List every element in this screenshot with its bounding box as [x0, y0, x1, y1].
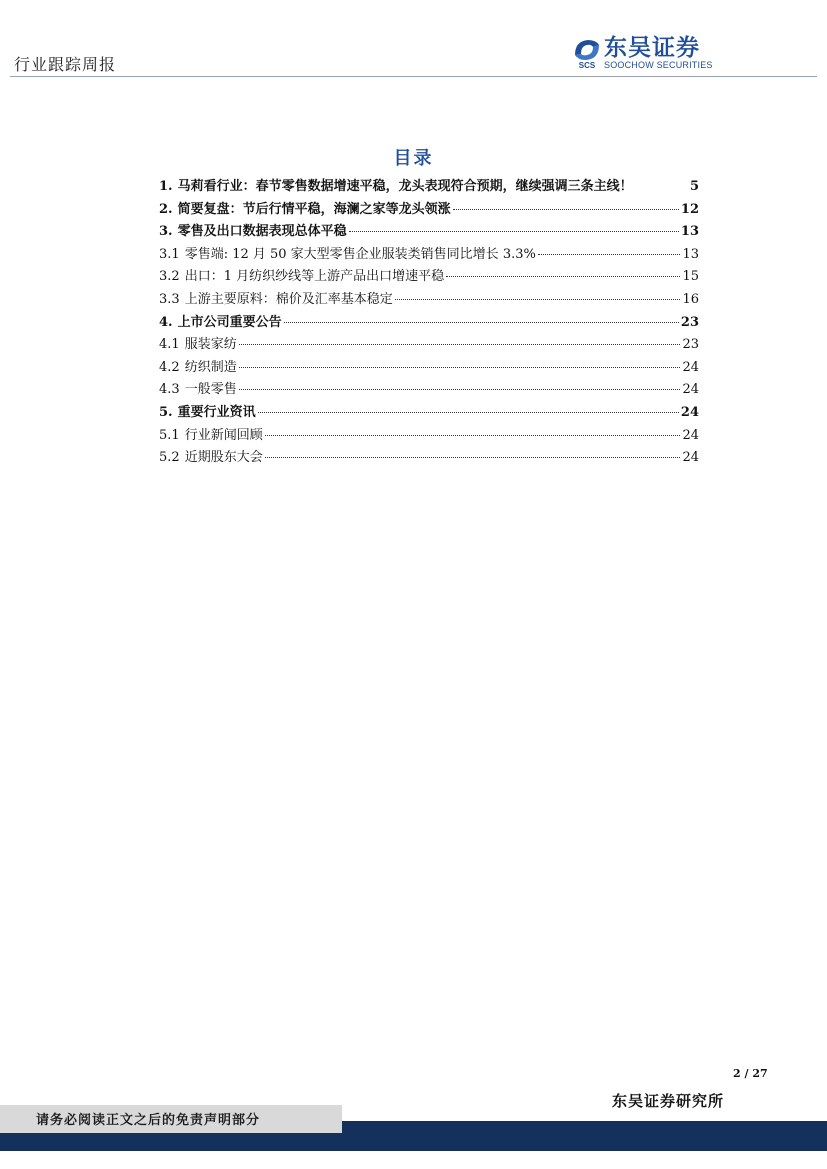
toc-entry-number: 5.2 — [159, 450, 180, 466]
toc-entry-text: 行业新闻回顾 — [184, 427, 263, 443]
toc-entry-number: 3.3 — [159, 291, 180, 307]
toc-entry-number: 5. — [159, 404, 173, 420]
toc-entry-leader — [284, 322, 679, 323]
toc-entry-page: 16 — [682, 291, 699, 307]
toc-entry-number: 3.1 — [159, 246, 180, 262]
toc-entry-leader — [239, 389, 681, 390]
toc-title: 目录 — [393, 148, 434, 169]
toc-entry-page: 12 — [680, 201, 699, 217]
toc-entry-number: 4.1 — [159, 337, 180, 353]
scs-logo-icon — [572, 37, 602, 69]
toc-entry-text: 出口：1 月纺织纱线等上游产品出口增速平稳 — [184, 269, 445, 285]
toc-entry-leader — [446, 276, 680, 277]
toc-entry-page: 5 — [689, 179, 699, 194]
header-title: 行业跟踪周报 — [14, 55, 117, 74]
toc-entry-text: 零售及出口数据表现总体平稳 — [177, 224, 347, 240]
toc-entry-page: 24 — [682, 427, 699, 443]
toc-entry-text: 上市公司重要公告 — [177, 314, 282, 330]
toc-entry-5-1[interactable] — [159, 424, 699, 447]
toc-entry-text: 近期股东大会 — [184, 450, 263, 466]
toc-entry-text: 重要行业资讯 — [177, 404, 256, 420]
toc-entry-4[interactable] — [159, 311, 699, 334]
toc-entry-number: 3. — [159, 224, 173, 240]
toc-entry-number: 2. — [159, 201, 173, 217]
toc-entry-page: 24 — [680, 404, 699, 420]
toc-entry-leader — [349, 231, 679, 232]
toc-entry-3-2[interactable] — [159, 265, 699, 288]
toc-entry-4-2[interactable] — [159, 356, 699, 379]
toc-entry-4-1[interactable] — [159, 333, 699, 356]
toc-entry-text: 马莉看行业：春节零售数据增速平稳，龙头表现符合预期，继续强调三条主线！ — [177, 179, 633, 194]
toc-entry-leader — [538, 254, 681, 255]
toc-entry-number: 5.1 — [159, 427, 180, 443]
toc-entry-5-2[interactable] — [159, 446, 699, 469]
toc-entry-page: 15 — [682, 269, 699, 285]
page-number: 2 / 27 — [733, 1067, 768, 1080]
toc-entry-text: 上游主要原料：棉价及汇率基本稳定 — [184, 291, 393, 307]
toc-entry-leader — [265, 457, 681, 458]
toc-entry-leader — [453, 209, 679, 210]
toc-entry-5[interactable] — [159, 401, 699, 424]
toc-entry-leader — [395, 299, 681, 300]
toc-entry-number: 4.3 — [159, 382, 180, 398]
toc-entry-2[interactable] — [159, 198, 699, 221]
disclaimer-notice: 请务必阅读正文之后的免责声明部分 — [36, 1113, 261, 1128]
toc-entry-3-1[interactable] — [159, 243, 699, 266]
logo-english-name: SOOCHOW SECURITIES — [604, 60, 713, 70]
table-of-contents — [159, 175, 699, 469]
toc-entry-page: 24 — [682, 450, 699, 466]
toc-entry-page: 23 — [682, 337, 699, 353]
toc-entry-page: 24 — [682, 382, 699, 398]
svg-text:SCS: SCS — [578, 61, 596, 69]
toc-entry-leader — [258, 412, 679, 413]
company-logo — [572, 35, 732, 71]
toc-entry-page: 13 — [680, 224, 699, 240]
toc-entry-number: 4. — [159, 314, 173, 330]
institute-name: 东吴证券研究所 — [612, 1092, 725, 1110]
toc-entry-4-3[interactable] — [159, 378, 699, 401]
toc-entry-leader — [239, 344, 681, 345]
toc-entry-text: 纺织制造 — [184, 359, 237, 375]
toc-entry-text: 简要复盘：节后行情平稳，海澜之家等龙头领涨 — [177, 201, 451, 217]
toc-entry-leader — [239, 367, 681, 368]
toc-entry-page: 13 — [682, 246, 699, 262]
toc-entry-text: 一般零售 — [184, 382, 237, 398]
toc-entry-number: 4.2 — [159, 359, 180, 375]
toc-entry-page: 23 — [680, 314, 699, 330]
toc-entry-3-3[interactable] — [159, 288, 699, 311]
toc-entry-number: 3.2 — [159, 269, 180, 285]
toc-entry-page: 24 — [682, 359, 699, 375]
toc-entry-leader — [265, 435, 681, 436]
logo-chinese-name: 东吴证券 — [604, 35, 700, 61]
toc-entry-1[interactable] — [159, 175, 699, 198]
header-divider — [10, 76, 817, 77]
toc-entry-text: 零售端: 12 月 50 家大型零售企业服装类销售同比增长 3.3% — [184, 246, 536, 262]
toc-entry-number: 1. — [159, 179, 173, 194]
toc-entry-text: 服装家纺 — [184, 337, 237, 353]
toc-entry-3[interactable] — [159, 220, 699, 243]
